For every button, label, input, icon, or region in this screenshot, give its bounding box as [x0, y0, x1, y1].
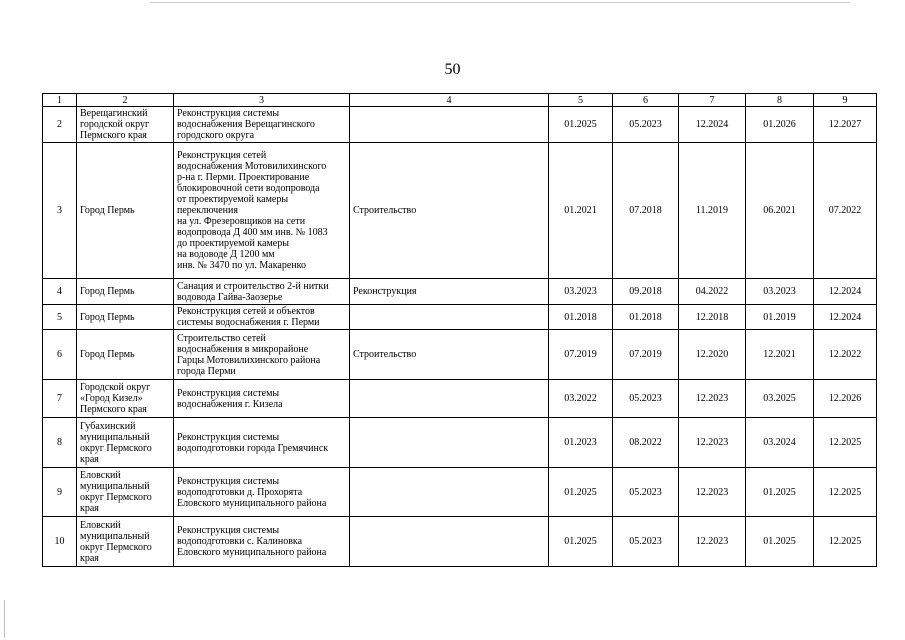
date-cell-5: 01.2018 — [549, 305, 613, 330]
table-row — [43, 279, 877, 305]
table-row — [43, 418, 877, 468]
scan-artifact-top-line — [150, 2, 850, 3]
description-cell: Реконструкция сетей водоснабжения Мотовилихинского р-на г. Перми. Проектирование блокировочной сети водопровода от проектируемой камеры переключения на ул. Фрезеровщиков на сети водопровода Д 400 мм инв. № 1083 до проектируемой камеры на водоводе Д 1200 мм инв. № 3470 по ул. Макаренко — [174, 143, 350, 279]
table-row — [43, 305, 877, 330]
territory-cell: Город Пермь — [77, 143, 174, 279]
work-type-cell — [350, 468, 549, 517]
table-row — [43, 517, 877, 567]
description-cell: Реконструкция системы водоподготовки с. Калиновка Еловского муниципального района — [174, 517, 350, 567]
date-cell-6: 05.2023 — [613, 517, 679, 567]
date-cell-5: 03.2022 — [549, 380, 613, 418]
table-row — [43, 107, 877, 143]
date-cell-9: 12.2024 — [814, 305, 877, 330]
work-type-cell — [350, 380, 549, 418]
work-type-cell: Реконструкция — [350, 279, 549, 305]
date-cell-7: 12.2023 — [679, 380, 746, 418]
territory-cell: Город Пермь — [77, 330, 174, 380]
territory-cell: Верещагинский городской округ Пермского края — [77, 107, 174, 143]
territory-cell: Городской округ «Город Кизел» Пермского края — [77, 380, 174, 418]
work-type-cell — [350, 305, 549, 330]
date-cell-9: 12.2024 — [814, 279, 877, 305]
header-cell: 9 — [814, 94, 877, 107]
date-cell-5: 01.2023 — [549, 418, 613, 468]
date-cell-6: 05.2023 — [613, 107, 679, 143]
header-cell: 1 — [43, 94, 77, 107]
description-cell: Реконструкция системы водоподготовки города Гремячинск — [174, 418, 350, 468]
date-cell-7: 12.2024 — [679, 107, 746, 143]
work-type-cell: Строительство — [350, 330, 549, 380]
date-cell-7: 12.2018 — [679, 305, 746, 330]
date-cell-7: 11.2019 — [679, 143, 746, 279]
date-cell-8: 12.2021 — [746, 330, 814, 380]
description-cell: Строительство сетей водоснабжения в микрорайоне Гарцы Мотовилихинского района города Перми — [174, 330, 350, 380]
header-cell: 6 — [613, 94, 679, 107]
investment-schedule-table — [42, 93, 877, 567]
date-cell-7: 12.2020 — [679, 330, 746, 380]
work-type-cell — [350, 107, 549, 143]
date-cell-8: 01.2025 — [746, 468, 814, 517]
date-cell-9: 12.2025 — [814, 468, 877, 517]
header-cell: 3 — [174, 94, 350, 107]
row-number-cell: 6 — [43, 330, 77, 380]
header-cell: 7 — [679, 94, 746, 107]
date-cell-9: 12.2027 — [814, 107, 877, 143]
header-cell: 5 — [549, 94, 613, 107]
date-cell-5: 01.2025 — [549, 107, 613, 143]
date-cell-8: 06.2021 — [746, 143, 814, 279]
date-cell-8: 03.2023 — [746, 279, 814, 305]
table-header-row — [43, 94, 877, 107]
date-cell-5: 07.2019 — [549, 330, 613, 380]
date-cell-9: 12.2026 — [814, 380, 877, 418]
table-row — [43, 330, 877, 380]
date-cell-9: 12.2025 — [814, 418, 877, 468]
date-cell-7: 12.2023 — [679, 418, 746, 468]
date-cell-6: 05.2023 — [613, 380, 679, 418]
territory-cell: Губахинский муниципальный округ Пермского края — [77, 418, 174, 468]
row-number-cell: 5 — [43, 305, 77, 330]
date-cell-5: 01.2025 — [549, 468, 613, 517]
scan-artifact-left-line — [4, 600, 5, 638]
territory-cell: Город Пермь — [77, 305, 174, 330]
date-cell-8: 01.2026 — [746, 107, 814, 143]
date-cell-6: 09.2018 — [613, 279, 679, 305]
table-row — [43, 143, 877, 279]
work-type-cell: Строительство — [350, 143, 549, 279]
description-cell: Санация и строительство 2-й нитки водовода Гайва-Заозерье — [174, 279, 350, 305]
date-cell-8: 03.2024 — [746, 418, 814, 468]
header-cell: 4 — [350, 94, 549, 107]
date-cell-5: 03.2023 — [549, 279, 613, 305]
date-cell-6: 05.2023 — [613, 468, 679, 517]
date-cell-5: 01.2021 — [549, 143, 613, 279]
date-cell-7: 12.2023 — [679, 468, 746, 517]
date-cell-8: 01.2019 — [746, 305, 814, 330]
territory-cell: Еловский муниципальный округ Пермского края — [77, 517, 174, 567]
work-type-cell — [350, 418, 549, 468]
date-cell-9: 12.2022 — [814, 330, 877, 380]
row-number-cell: 2 — [43, 107, 77, 143]
date-cell-7: 12.2023 — [679, 517, 746, 567]
date-cell-7: 04.2022 — [679, 279, 746, 305]
header-cell: 8 — [746, 94, 814, 107]
date-cell-8: 03.2025 — [746, 380, 814, 418]
date-cell-6: 01.2018 — [613, 305, 679, 330]
description-cell: Реконструкция сетей и объектов системы водоснабжения г. Перми — [174, 305, 350, 330]
row-number-cell: 9 — [43, 468, 77, 517]
table-row — [43, 380, 877, 418]
date-cell-6: 07.2018 — [613, 143, 679, 279]
row-number-cell: 10 — [43, 517, 77, 567]
date-cell-5: 01.2025 — [549, 517, 613, 567]
date-cell-6: 07.2019 — [613, 330, 679, 380]
header-cell: 2 — [77, 94, 174, 107]
territory-cell: Город Пермь — [77, 279, 174, 305]
description-cell: Реконструкция системы водоснабжения г. Кизела — [174, 380, 350, 418]
date-cell-6: 08.2022 — [613, 418, 679, 468]
table-row — [43, 468, 877, 517]
work-type-cell — [350, 517, 549, 567]
description-cell: Реконструкция системы водоподготовки д. Прохорята Еловского муниципального района — [174, 468, 350, 517]
date-cell-8: 01.2025 — [746, 517, 814, 567]
row-number-cell: 7 — [43, 380, 77, 418]
description-cell: Реконструкция системы водоснабжения Верещагинского городского округа — [174, 107, 350, 143]
date-cell-9: 07.2022 — [814, 143, 877, 279]
page-number: 50 — [444, 61, 461, 78]
territory-cell: Еловский муниципальный округ Пермского края — [77, 468, 174, 517]
date-cell-9: 12.2025 — [814, 517, 877, 567]
row-number-cell: 8 — [43, 418, 77, 468]
row-number-cell: 4 — [43, 279, 77, 305]
row-number-cell: 3 — [43, 143, 77, 279]
